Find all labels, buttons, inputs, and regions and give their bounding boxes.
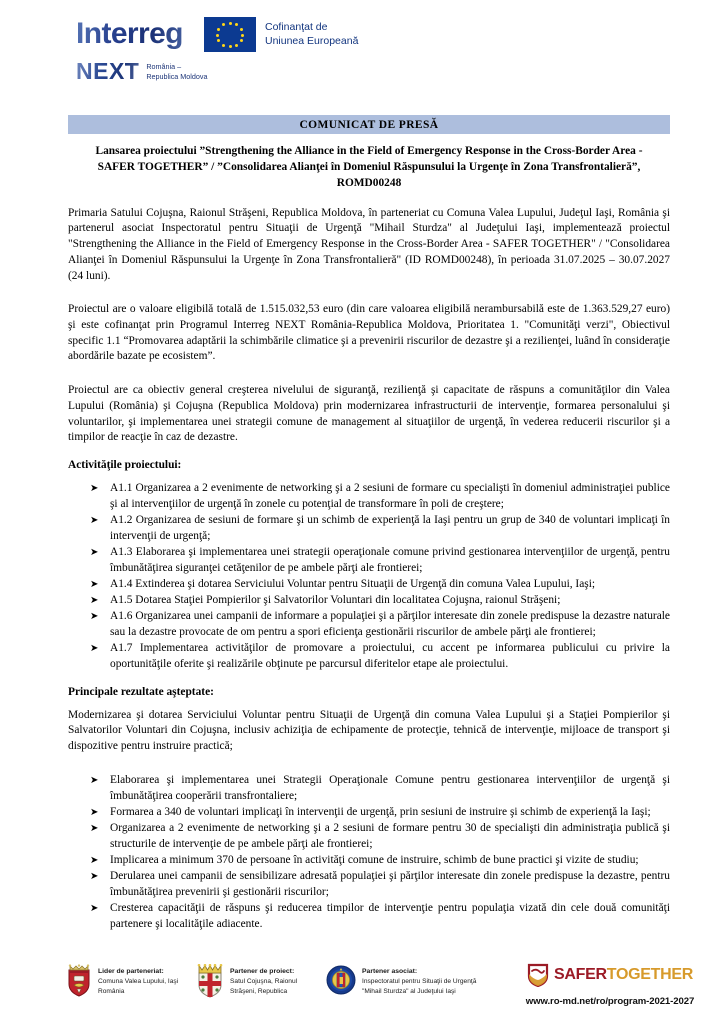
list-item-text: A1.3 Elaborarea şi implementarea unei strategii operaţionale comune privind gestionarea intervenţiilor de urgenţă, pentru îmbunătăţirea siguranţei cetăţenilor de pe ambele părţi ale frontierei; <box>110 545 670 574</box>
arrow-bullet-icon: ➤ <box>90 578 99 590</box>
eu-caption-line-2: Uniunea Europeană <box>265 34 359 47</box>
footer-partner-text <box>362 964 476 996</box>
next-wordmark: NEXT <box>76 58 140 84</box>
interreg-logo <box>76 16 211 52</box>
footer-partner-lead <box>66 964 178 998</box>
arrow-bullet-icon: ➤ <box>90 514 99 526</box>
list-item <box>68 901 670 932</box>
list-item-text: A1.2 Organizarea de sesiuni de formare şi un schimb de experienţă la Iaşi pentru un grup de 340 de voluntari implicaţi în intervenţii de urgenţă; <box>110 513 670 542</box>
footer-partner-line: Satul Cojuşna, Raionul <box>230 978 298 986</box>
list-item <box>68 609 670 640</box>
safer-word: SAFER <box>554 966 607 983</box>
footer-partner-line: Străşeni, Republica <box>230 987 288 995</box>
arrow-bullet-icon: ➤ <box>90 871 99 883</box>
list-item <box>68 853 670 869</box>
arrow-bullet-icon: ➤ <box>90 546 99 558</box>
next-subtitle <box>146 62 207 81</box>
eu-caption-line-1: Cofinanţat de <box>265 21 328 34</box>
section-heading-activities: Activităţile proiectului: <box>68 459 182 472</box>
activities-list <box>68 481 670 673</box>
list-item <box>68 545 670 576</box>
list-item <box>68 869 670 900</box>
list-item <box>68 513 670 544</box>
footer-partner-text <box>98 964 178 996</box>
arrow-bullet-icon: ➤ <box>90 482 99 494</box>
list-item <box>68 577 670 593</box>
list-item <box>68 641 670 672</box>
list-item <box>68 593 670 609</box>
footer-partner-title: Lider de parteneriat: <box>98 968 164 975</box>
document-body <box>68 143 670 933</box>
safer-together-wordmark <box>554 967 693 983</box>
arrow-bullet-icon: ➤ <box>90 774 99 786</box>
results-list <box>68 773 670 933</box>
next-subtitle-line-1: România – <box>146 62 182 71</box>
list-item <box>68 805 670 821</box>
press-release-banner <box>68 115 670 134</box>
safer-together-shield-icon <box>527 963 549 987</box>
arrow-bullet-icon: ➤ <box>90 822 99 834</box>
section-heading-results: Principale rezultate aşteptate: <box>68 685 214 698</box>
paragraph-objective: Proiectul are ca obiectiv general creşterea nivelului de siguranţă, rezilienţă şi capacitate de răspuns a comunităţilor din Valea Lupului (România) şi Cojuşna (Republica Moldova) prin modernizarea infrastructurii de intervenţie, formarea personalului şi voluntarilor, şi implementarea unei strategii comune de management al situaţiilor de urgenţă, în vederea reducerii riscurilor şi a timpilor de reacţie în caz de dezastre. <box>68 384 670 444</box>
eu-caption <box>265 21 358 48</box>
list-item-text: Organizarea a 2 evenimente de networking şi a 2 sesiuni de formare pentru 30 de specialişti din administraţia publică şi structurile de intervenţie de pe ambele părţi ale frontierei; <box>110 821 670 850</box>
arrow-bullet-icon: ➤ <box>90 806 99 818</box>
arrow-bullet-icon: ➤ <box>90 643 99 655</box>
paragraph-intro: Primaria Satului Cojuşna, Raionul Străşeni, Republica Moldova, în parteneriat cu Comuna Valea Lupului, Judeţul Iaşi, România şi partenerul asociat Inspectoratul pentru Situaţii de Urgenţă "Mihail Sturdza" al Judeţului Iaşi, implementează proiectul "Strengthening the Alliance in the Field of Emergency Response in the Cross-Border Area - SAFER TOGETHER" / "Consolidarea Alianţei în Domeniul Răspunsului la Urgenţe în Zona Transfrontalieră" (ID ROMD00248), în perioada 31.07.2025 – 30.07.2027 (24 luni). <box>68 206 670 282</box>
list-item <box>68 773 670 804</box>
arrow-bullet-icon: ➤ <box>90 903 99 915</box>
next-subtitle-line-2: Republica Moldova <box>146 71 208 81</box>
footer-partner-associated <box>326 964 476 996</box>
page-title: Lansarea proiectului ”Strengthening the Alliance in the Field of Emergency Response in the Cross-Border Area - SAFER TOGETHER” / ”Consolidarea Alianţei în Domeniul Răspunsului la Urgenţe în Zona Transfrontalieră”, ROMD00248 <box>95 145 643 190</box>
list-item-text: A1.1 Organizarea a 2 evenimente de networking şi a 2 sesiuni de formare cu specialişti în domeniul administraţiei publice şi al intervenţiilor de urgenţă în zonele cu potenţial de transformare în poli de creştere; <box>110 481 670 510</box>
footer-partner-line: "Mihail Sturdza" al Judeţului Iaşi <box>362 987 456 995</box>
press-release-banner-label: COMUNICAT DE PRESĂ <box>299 118 439 131</box>
list-item-text: A1.5 Dotarea Staţiei Pompierilor şi Salvatorilor Voluntari din localitatea Cojuşna, raionul Străşeni; <box>110 594 561 607</box>
list-item-text: Cresterea capacităţii de răspuns şi reducerea timpilor de intervenţie pentru populaţia vizată din cele două comunităţi partenere şi localităţile adiacente. <box>110 902 670 930</box>
list-item-text: Derularea unei campanii de sensibilizare adresată populaţiei şi părţilor interesate din zonele predispuse la dezastre, pentru îmbunătăţirea prevenirii şi gestionării riscurilor; <box>110 870 670 898</box>
footer-partner-line: Inspectoratul pentru Situaţii de Urgenţă <box>362 978 477 986</box>
eu-flag-icon <box>204 17 256 52</box>
list-item-text: A1.6 Organizarea unei campanii de informare a populaţiei şi a părţilor interesate din zonele predispuse la dezastre naturale sau la dezastre provocate de om pentru a spori eficienţa gestionării riscurilor de ambele părţi ale frontierei; <box>110 610 670 639</box>
footer-partner-project <box>196 964 297 998</box>
arrow-bullet-icon: ➤ <box>90 595 99 607</box>
list-item <box>68 821 670 852</box>
valea-lupului-coat-of-arms-icon <box>66 964 92 998</box>
footer-partner-title: Partener de proiect: <box>230 968 295 975</box>
interreg-wordmark: Interreg <box>76 17 183 50</box>
safer-together-branding <box>505 962 715 1007</box>
interreg-next-logo <box>76 60 207 83</box>
footer-partner-line: România <box>98 987 125 995</box>
document-footer <box>0 962 724 1024</box>
paragraph-results-intro: Modernizarea şi dotarea Serviciului Voluntar pentru Situaţii de Urgenţă din comuna Valea Lupului şi a Staţiei Pompierilor şi Salvatorilor Voluntari din Cojuşna, inclusiv achiziţia de echipamente de protecţie, tehnică de intervenţie, mijloace de transport şi dispozitive pentru instruire practică; <box>68 708 670 753</box>
cojusna-coat-of-arms-icon <box>196 964 224 998</box>
arrow-bullet-icon: ➤ <box>90 611 99 623</box>
list-item-text: Formarea a 340 de voluntari implicaţi în intervenţii de urgenţă, prin sesiuni de instruire şi schimb de experienţă la Iaşi; <box>110 805 651 818</box>
together-word: TOGETHER <box>606 966 693 983</box>
footer-partner-line: Comuna Valea Lupului, Iaşi <box>98 978 179 986</box>
paragraph-budget: Proiectul are o valoare eligibilă totală de 1.515.032,53 euro (din care valoarea eligibilă nerambursabilă este de 1.363.529,27 euro) şi este cofinanţat prin Programul Interreg NEXT România-Republica Moldova, Prioritatea 1. "Comunităţi verzi", Obiectivul specific 1.1 “Promovarea adaptării la schimbările climatice şi a prevenirii riscurilor de dezastre şi a rezilienţei, luând în consideraţie abordările bazate pe ecosistem”. <box>68 303 670 363</box>
list-item-text: Implicarea a minimum 370 de persoane în activităţi comune de instruire, schimb de bune practici şi vizite de studiu; <box>110 853 639 866</box>
program-url[interactable]: www.ro-md.net/ro/program-2021-2027 <box>525 996 695 1007</box>
list-item-text: Elaborarea şi implementarea unei Strategii Operaţionale Comune pentru gestionarea intervenţiilor de urgenţă şi îmbunătăţirea cooperării transfrontaliere; <box>110 773 670 802</box>
list-item <box>68 481 670 512</box>
footer-partner-title: Partener asociat: <box>362 968 418 975</box>
document-header-logos <box>0 0 724 108</box>
list-item-text: A1.7 Implementarea activităţilor de promovare a proiectului, cu accent pe informarea publicului cu privire la oportunităţile oferite şi realizările obţinute pe parcursul diferitelor etape ale proiectului. <box>110 642 670 671</box>
eu-cofinancing-logo <box>204 17 358 52</box>
footer-partner-text <box>230 964 297 996</box>
arrow-bullet-icon: ➤ <box>90 854 99 866</box>
isu-mihail-sturdza-emblem-icon <box>326 964 356 996</box>
list-item-text: A1.4 Extinderea şi dotarea Serviciului Voluntar pentru Situaţii de Urgenţă din comuna Valea Lupului, Iaşi; <box>110 577 596 590</box>
